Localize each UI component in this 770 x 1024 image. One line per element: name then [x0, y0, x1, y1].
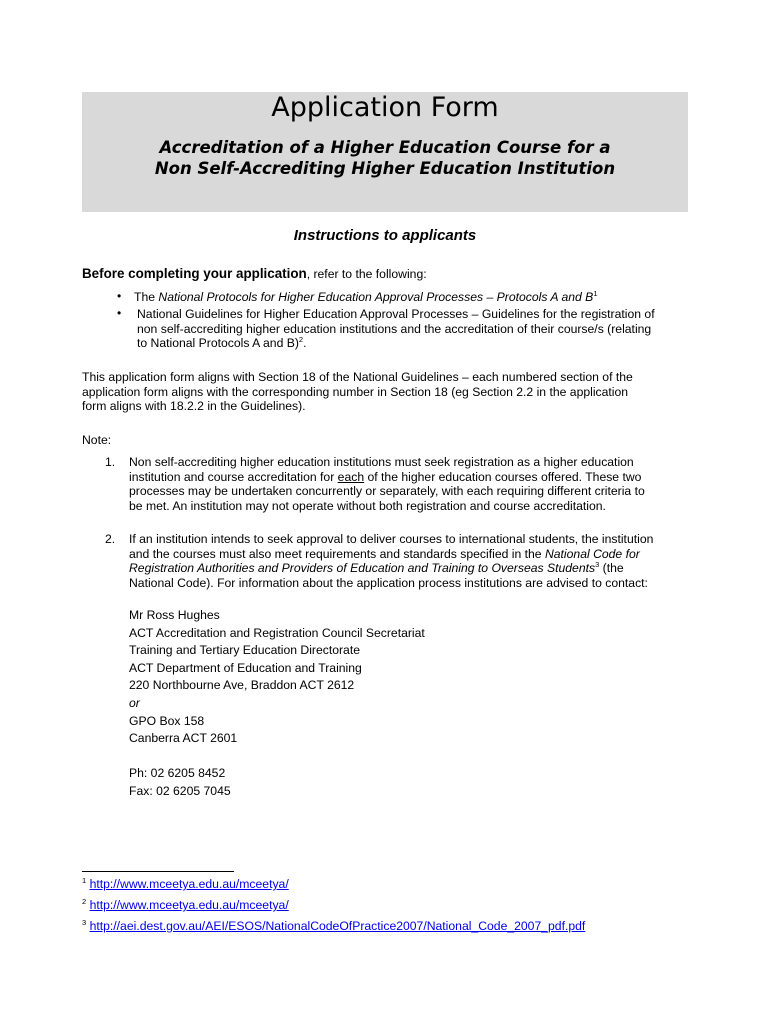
contact-org: Training and Tertiary Education Directorate: [129, 643, 361, 658]
form-subtitle: [82, 137, 688, 179]
contact-street: 220 Northbourne Ave, Braddon ACT 2612: [129, 678, 355, 693]
footnote-1: $^1$ http://www.mceetya.edu.au/mceetya/: [82, 876, 289, 891]
subtitle-line-2: Non Self-Accrediting Higher Education Institution: [154, 159, 616, 178]
footnote-link[interactable]: http://www.mceetya.edu.au/mceetya/: [89, 877, 289, 891]
instructions-heading: Instructions to applicants: [293, 227, 477, 244]
bullet-dot-icon: •: [117, 289, 122, 303]
note-label: Note:: [82, 433, 112, 447]
contact-city: Canberra ACT 2601: [129, 731, 238, 746]
note-1-text: Non self-accrediting higher education institutions must seek registration as a higher education institution and course accreditation for each of the higher education courses offered. These two processes may be undertaken concurrently or separately, with each requiring different criteria to be met. An institution may not operate without both registration and course accreditation.: [129, 455, 645, 513]
note-2-text: If an institution intends to seek approval to deliver courses to international students, the institution and the courses must also meet requirements and standards specified in the National Code for Registration Authorities and Providers of Education and Training to Overseas Students$^3$ (the National Code). For information about the application process institutions are advised to contact:: [129, 532, 654, 590]
bullet-2-line: to National Protocols A and B): [137, 336, 299, 351]
footnote-link[interactable]: http://aei.dest.gov.au/AEI/ESOS/NationalCodeOfPractice2007/National_Code_2007_pdf.pdf: [89, 919, 586, 933]
footnote-link[interactable]: http://www.mceetya.edu.au/mceetya/: [89, 898, 289, 912]
contact-fax: Fax: 02 6205 7045: [129, 783, 231, 798]
footnote-ref-1: 1: [593, 289, 598, 298]
footnote-divider: [82, 871, 234, 872]
form-title: Application Form: [271, 92, 499, 123]
contact-phone: Ph: 02 6205 8452: [129, 766, 226, 781]
contact-address: [129, 607, 425, 801]
contact-org: ACT Accreditation and Registration Council Secretariat: [129, 625, 425, 640]
contact-org: ACT Department of Education and Training: [129, 660, 362, 675]
note-1-number: 1.: [105, 455, 116, 469]
contact-po-box: GPO Box 158: [129, 713, 205, 728]
bullet-dot-icon: •: [117, 306, 122, 320]
before-completing-bold: Before completing your application: [82, 266, 307, 281]
subtitle-line-1: Accreditation of a Higher Education Course for a: [159, 138, 611, 157]
contact-name: Mr Ross Hughes: [129, 608, 220, 622]
before-completing-rest: , refer to the following:: [306, 267, 427, 281]
contact-or: or: [129, 695, 140, 710]
bullet-1-prefix: The: [134, 290, 159, 304]
bullet-item-guidelines: National Guidelines for Higher Education Approval Processes – Guidelines for the registration of non self-accrediting higher education institutions and the accreditation of their course/s (relating to National Protocols A and B)$^2$.: [137, 307, 655, 351]
bullet-2-line: National Guidelines for Higher Education Approval Processes – Guidelines for the registration of: [137, 307, 655, 321]
bullet-2-line: non self-accrediting higher education institutions and the accreditation of their course/s (relating: [137, 321, 652, 336]
note-2-number: 2.: [105, 532, 116, 546]
bullet-1-title: National Protocols for Higher Education Approval Processes – Protocols A and B: [158, 290, 594, 304]
footnote-3: $^3$ http://aei.dest.gov.au/AEI/ESOS/NationalCodeOfPractice2007/National_Code_2007_pdf.pdf: [82, 918, 586, 933]
footnote-2: $^2$ http://www.mceetya.edu.au/mceetya/: [82, 897, 289, 912]
alignment-paragraph: This application form aligns with Section 18 of the National Guidelines – each numbered section of the application form aligns with the corresponding number in Section 18 (eg Section 2.2 in the application form aligns with 18.2.2 in the Guidelines).: [82, 370, 633, 414]
title-banner: [82, 92, 688, 212]
bullet-item-protocols: [134, 290, 597, 305]
footnote-ref-2: 2: [298, 335, 304, 345]
before-completing-line: [82, 266, 427, 281]
footnote-ref-3: 3: [595, 560, 600, 570]
